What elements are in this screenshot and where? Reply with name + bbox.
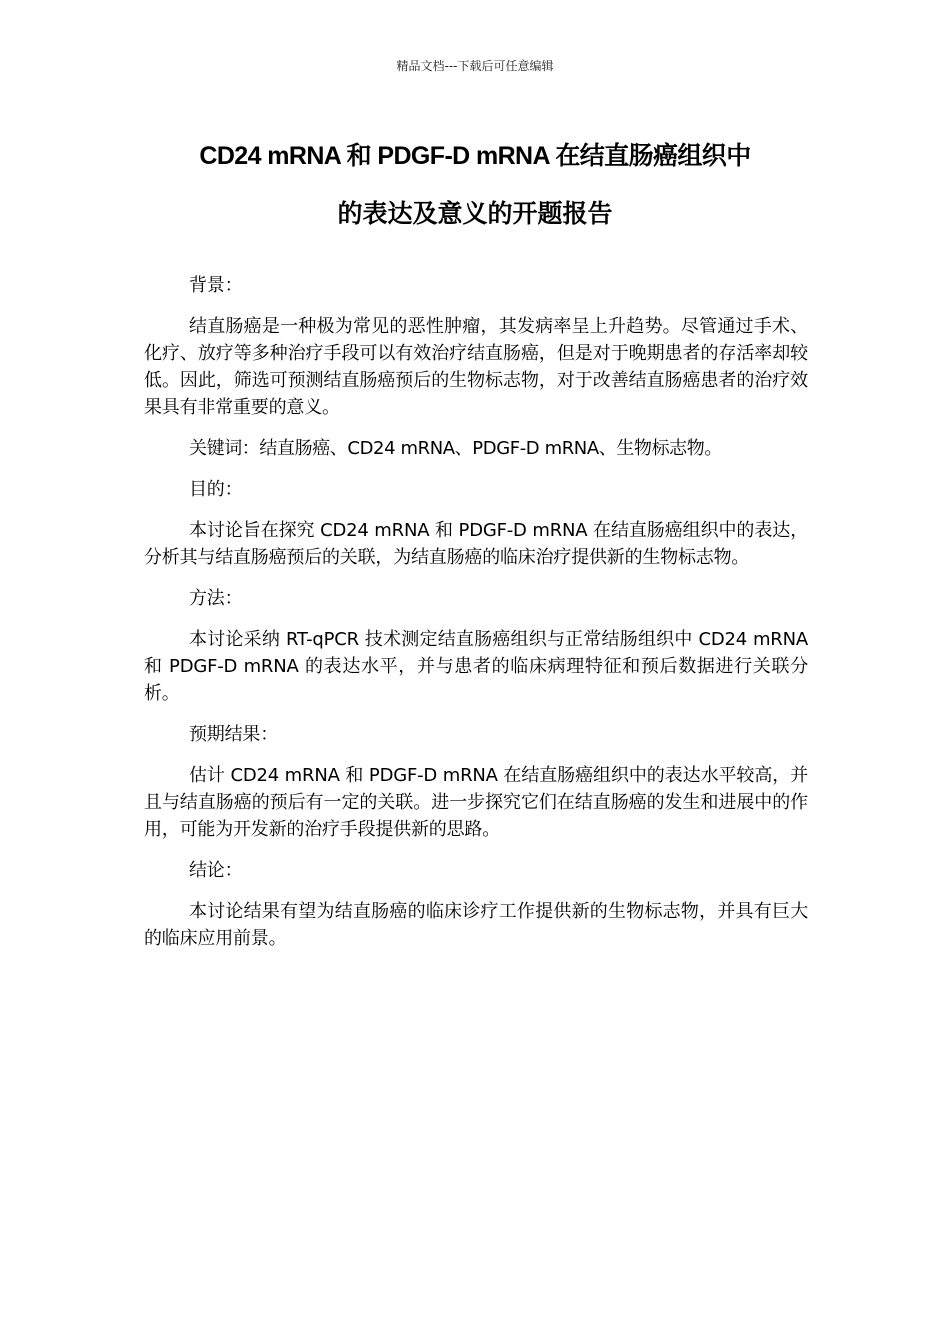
method-paragraph: 本讨论采纳 RT-qPCR 技术测定结直肠癌组织与正常结肠组织中 CD24 mRNA 和 PDGF-D mRNA 的表达水平，并与患者的临床病理特征和预后数据进行关联分析。 [144, 629, 808, 704]
method-heading: 方法： [189, 588, 243, 609]
conclusion-heading: 结论： [189, 860, 243, 881]
expected-results-heading: 预期结果： [189, 724, 278, 745]
purpose-paragraph: 本讨论旨在探究 CD24 mRNA 和 PDGF-D mRNA 在结直肠癌组织中的表达，分析其与结直肠癌预后的关联，为结直肠癌的临床治疗提供新的生物标志物。 [144, 520, 808, 568]
document-body [144, 272, 808, 966]
document-title-line-2: 的表达及意义的开题报告 [337, 200, 613, 228]
document-title-line-1: CD24 mRNA 和 PDGF-D mRNA 在结直肠癌组织中 [199, 142, 751, 170]
background-paragraph: 结直肠癌是一种极为常见的恶性肿瘤，其发病率呈上升趋势。尽管通过手术、化疗、放疗等多种治疗手段可以有效治疗结直肠癌，但是对于晚期患者的存活率却较低。因此，筛选可预测结直肠癌预后的生物标志物，对于改善结直肠癌患者的治疗效果具有非常重要的意义。 [144, 316, 808, 418]
conclusion-paragraph: 本讨论结果有望为结直肠癌的临床诊疗工作提供新的生物标志物，并具有巨大的临床应用前景。 [144, 901, 808, 949]
page-header-note: 精品文档---下载后可任意编辑 [396, 59, 554, 73]
purpose-heading: 目的： [189, 479, 243, 500]
expected-results-paragraph: 估计 CD24 mRNA 和 PDGF-D mRNA 在结直肠癌组织中的表达水平较高，并且与结直肠癌的预后有一定的关联。进一步探究它们在结直肠癌的发生和进展中的作用，可能为开发新的治疗手段提供新的思路。 [144, 765, 808, 840]
background-heading: 背景： [189, 275, 243, 296]
keywords-line: 关键词：结直肠癌、CD24 mRNA、PDGF-D mRNA、生物标志物。 [189, 438, 722, 459]
